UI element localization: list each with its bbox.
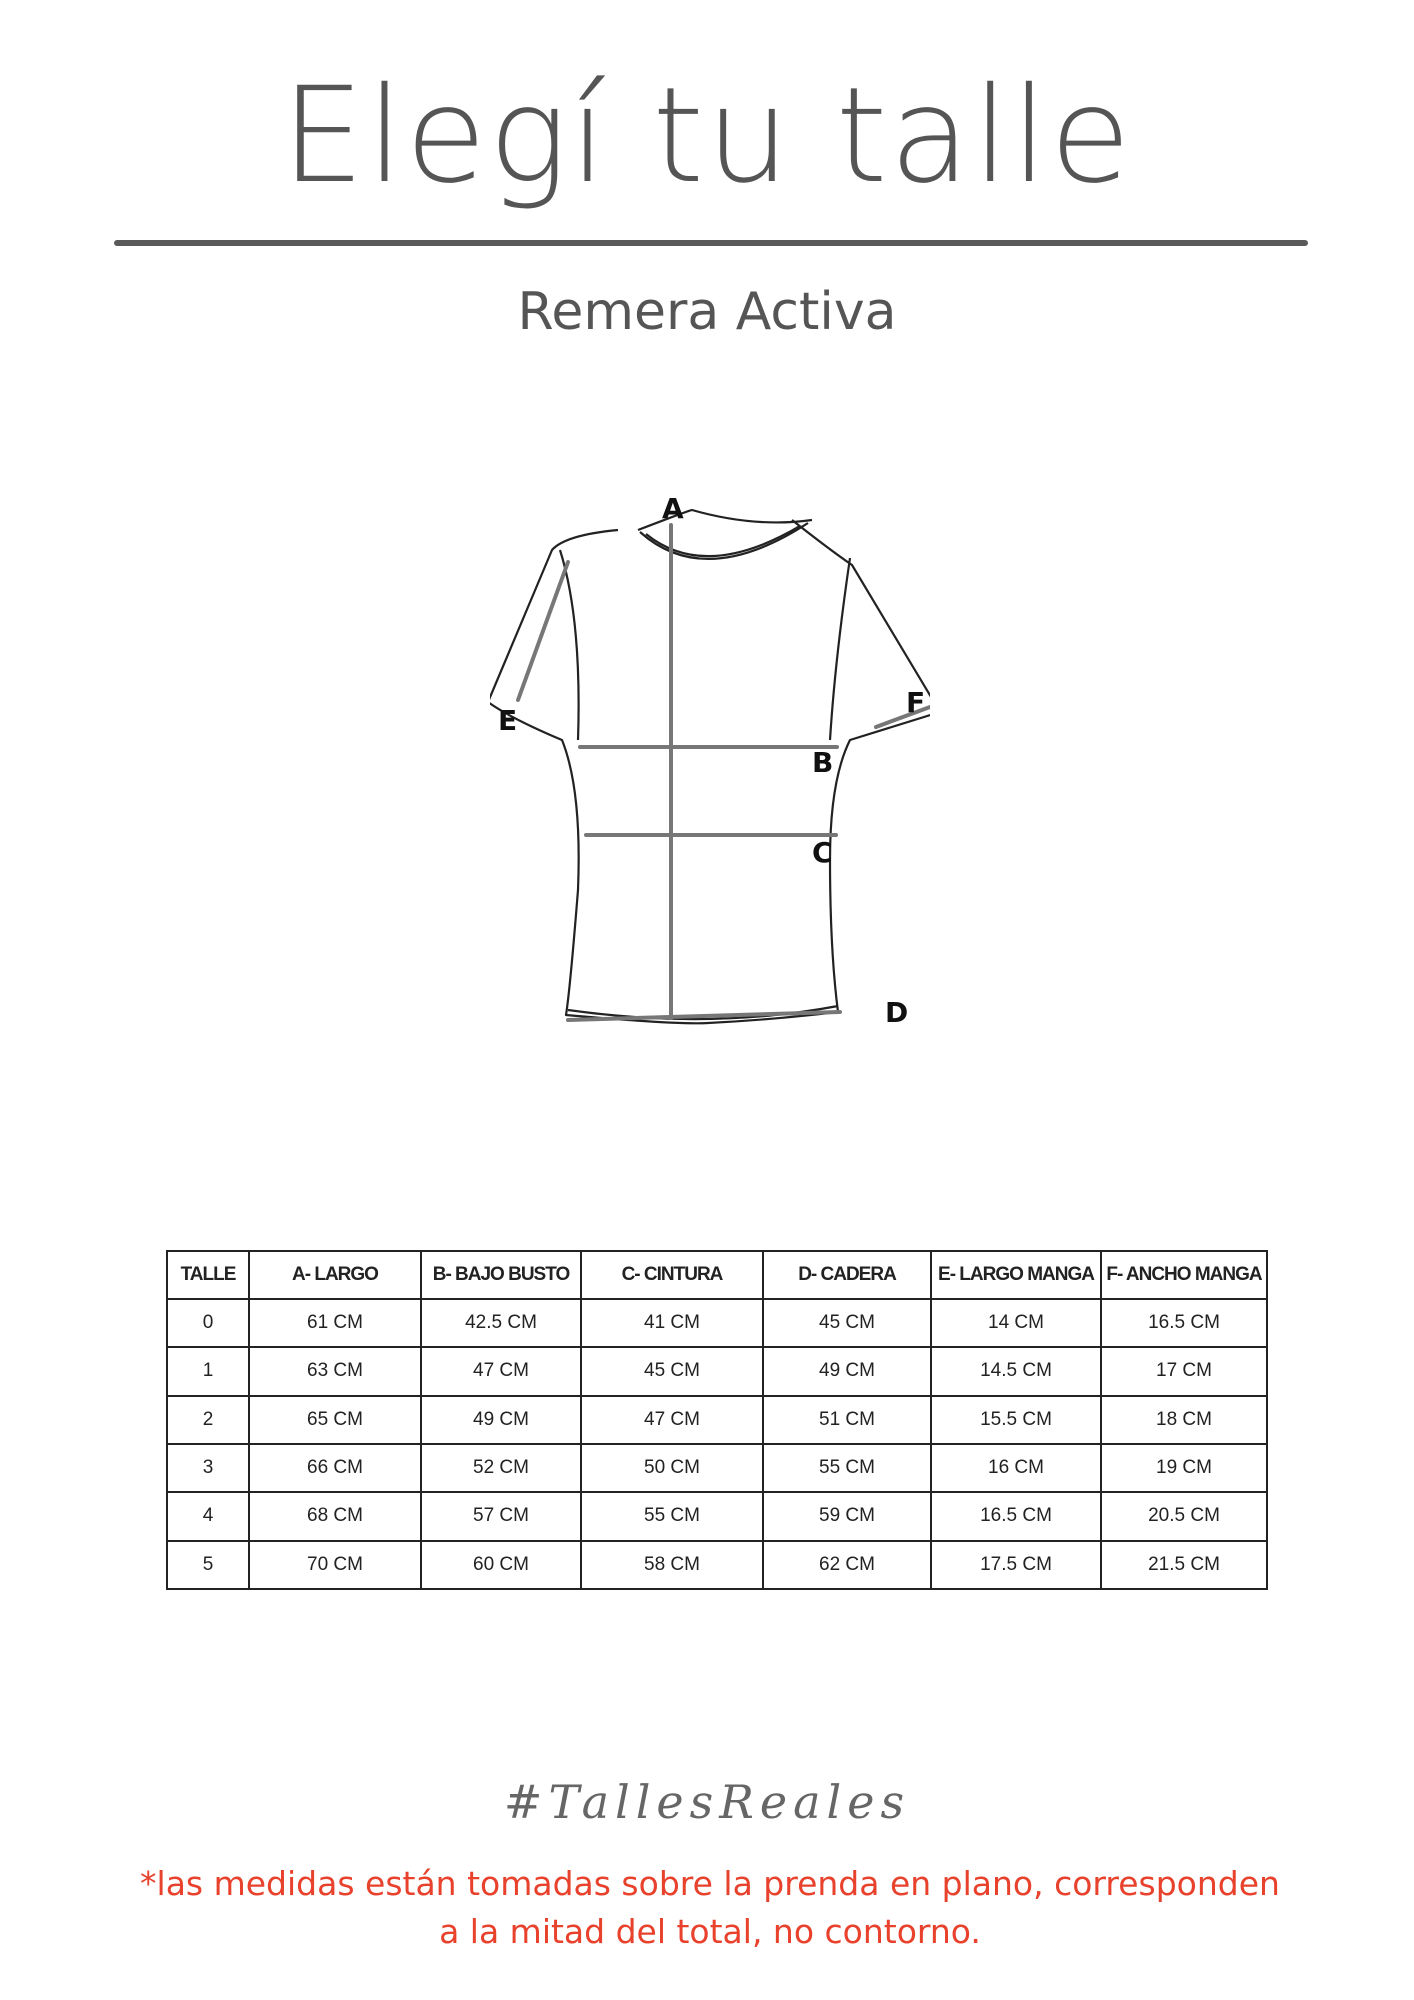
hashtag: #TallesReales xyxy=(503,1775,911,1829)
neckline-rib xyxy=(640,523,808,559)
table-header-row xyxy=(167,1251,1267,1299)
table-cell: 47 CM xyxy=(581,1396,763,1444)
table-cell: 17 CM xyxy=(1101,1347,1267,1395)
table-cell: 50 CM xyxy=(581,1444,763,1492)
table-cell: 51 CM xyxy=(763,1396,931,1444)
table-cell: 18 CM xyxy=(1101,1396,1267,1444)
table-cell: 57 CM xyxy=(421,1492,581,1540)
label-c: C xyxy=(812,836,833,869)
table-cell: 1 xyxy=(167,1347,249,1395)
column-header: F- ANCHO MANGA xyxy=(1101,1251,1267,1299)
table-cell: 2 xyxy=(167,1396,249,1444)
column-header: E- LARGO MANGA xyxy=(931,1251,1101,1299)
note-line: a la mitad del total, no contorno. xyxy=(439,1912,981,1951)
table-cell: 49 CM xyxy=(421,1396,581,1444)
table-cell: 16.5 CM xyxy=(1101,1299,1267,1347)
right-shoulder-seam xyxy=(830,558,850,740)
measurement-note xyxy=(110,1860,1310,1956)
table-cell: 16 CM xyxy=(931,1444,1101,1492)
column-header: B- BAJO BUSTO xyxy=(421,1251,581,1299)
label-e: E xyxy=(498,704,518,737)
table-cell: 49 CM xyxy=(763,1347,931,1395)
table-cell: 14 CM xyxy=(931,1299,1101,1347)
tshirt-diagram xyxy=(490,490,930,1050)
label-f: F xyxy=(906,686,926,719)
column-header: C- CINTURA xyxy=(581,1251,763,1299)
table-cell: 4 xyxy=(167,1492,249,1540)
table-cell: 66 CM xyxy=(249,1444,421,1492)
table-cell: 63 CM xyxy=(249,1347,421,1395)
table-row xyxy=(167,1396,1267,1444)
table-row xyxy=(167,1492,1267,1540)
table-cell: 58 CM xyxy=(581,1541,763,1589)
table-cell: 68 CM xyxy=(249,1492,421,1540)
table-row xyxy=(167,1541,1267,1589)
table-cell: 19 CM xyxy=(1101,1444,1267,1492)
note-line: *las medidas están tomadas sobre la prenda en plano, corresponden xyxy=(140,1864,1280,1903)
column-header: A- LARGO xyxy=(249,1251,421,1299)
table-cell: 62 CM xyxy=(763,1541,931,1589)
label-a: A xyxy=(662,492,684,525)
table-cell: 21.5 CM xyxy=(1101,1541,1267,1589)
table-cell: 65 CM xyxy=(249,1396,421,1444)
table-cell: 45 CM xyxy=(763,1299,931,1347)
table-cell: 17.5 CM xyxy=(931,1541,1101,1589)
table-cell: 52 CM xyxy=(421,1444,581,1492)
table-cell: 60 CM xyxy=(421,1541,581,1589)
product-subtitle: Remera Activa xyxy=(517,282,897,342)
table-cell: 3 xyxy=(167,1444,249,1492)
table-cell: 15.5 CM xyxy=(931,1396,1101,1444)
table-cell: 14.5 CM xyxy=(931,1347,1101,1395)
label-d: D xyxy=(885,996,909,1029)
table-cell: 45 CM xyxy=(581,1347,763,1395)
table-cell: 20.5 CM xyxy=(1101,1492,1267,1540)
table-cell: 42.5 CM xyxy=(421,1299,581,1347)
page-title: Elegí tu talle xyxy=(281,59,1133,213)
column-header: TALLE xyxy=(167,1251,249,1299)
size-table xyxy=(166,1250,1268,1590)
table-cell: 55 CM xyxy=(763,1444,931,1492)
table-cell: 41 CM xyxy=(581,1299,763,1347)
table-cell: 59 CM xyxy=(763,1492,931,1540)
table-cell: 16.5 CM xyxy=(931,1492,1101,1540)
tshirt-outline xyxy=(490,510,930,1023)
measure-line-e xyxy=(518,562,568,700)
table-cell: 61 CM xyxy=(249,1299,421,1347)
label-b: B xyxy=(812,746,834,779)
table-cell: 5 xyxy=(167,1541,249,1589)
table-cell: 70 CM xyxy=(249,1541,421,1589)
measurement-lines xyxy=(518,525,930,1020)
table-cell: 47 CM xyxy=(421,1347,581,1395)
column-header: D- CADERA xyxy=(763,1251,931,1299)
table-row xyxy=(167,1299,1267,1347)
title-divider xyxy=(114,240,1308,246)
table-cell: 0 xyxy=(167,1299,249,1347)
table-row xyxy=(167,1347,1267,1395)
table-row xyxy=(167,1444,1267,1492)
table-cell: 55 CM xyxy=(581,1492,763,1540)
